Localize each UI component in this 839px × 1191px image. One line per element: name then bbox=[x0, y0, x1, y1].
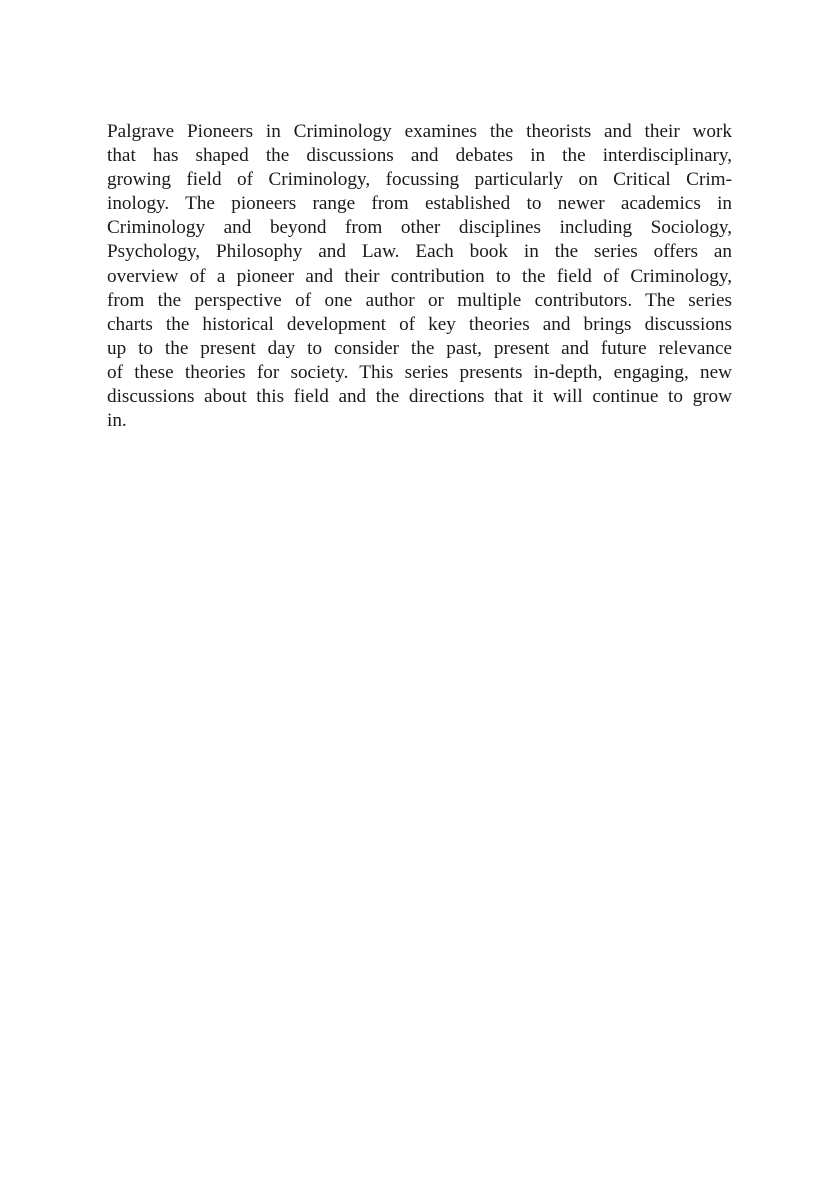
paragraph-line: of these theories for society. This series presents in-depth, engaging, new bbox=[107, 361, 732, 383]
paragraph-line: overview of a pioneer and their contribution to the field of Criminology, bbox=[107, 265, 732, 287]
paragraph-line: inology. The pioneers range from established to newer academics in bbox=[107, 193, 732, 215]
paragraph-line: growing field of Criminology, focussing particularly on Critical Crim- bbox=[107, 169, 732, 191]
paragraph-line: Psychology, Philosophy and Law. Each book in the series offers an bbox=[107, 241, 732, 263]
paragraph-line: in. bbox=[107, 410, 127, 432]
paragraph-line: Criminology and beyond from other disciplines including Sociology, bbox=[107, 217, 732, 239]
paragraph-line: up to the present day to consider the past, present and future relevance bbox=[107, 337, 732, 359]
series-description-paragraph bbox=[107, 120, 732, 433]
paragraph-line: from the perspective of one author or multiple contributors. The series bbox=[107, 289, 732, 311]
paragraph-line: discussions about this field and the directions that it will continue to grow bbox=[107, 386, 732, 408]
paragraph-line: that has shaped the discussions and debates in the interdisciplinary, bbox=[107, 145, 732, 167]
paragraph-line: Palgrave Pioneers in Criminology examines the theorists and their work bbox=[107, 121, 732, 142]
paragraph-line: charts the historical development of key theories and brings discussions bbox=[107, 313, 732, 335]
